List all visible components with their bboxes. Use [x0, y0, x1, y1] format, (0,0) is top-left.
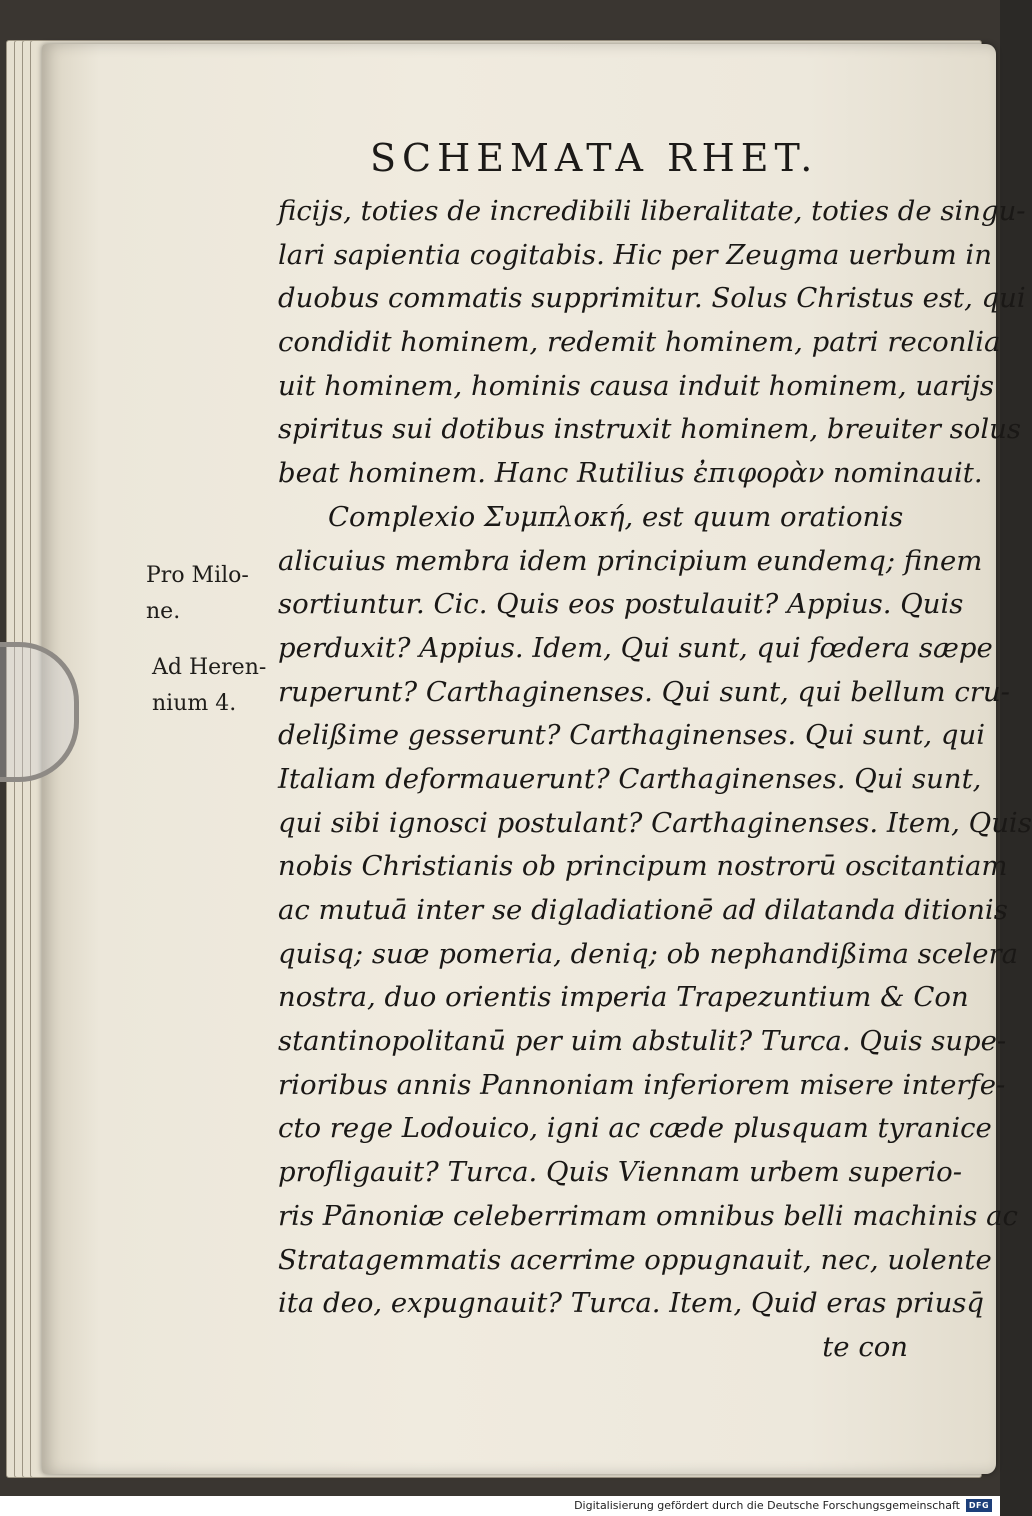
text-line: stantinopolitanū per uim abstulit? Turca. Quis supe- [278, 1025, 1007, 1058]
text-line: Italiam deformauerunt? Carthaginenses. Qui sunt, [278, 762, 982, 795]
text-line: Complexio Συμπλοκή, est quum orationis [328, 500, 904, 533]
catchword: te con [822, 1330, 908, 1363]
text-line: perduxit? Appius. Idem, Qui sunt, qui fœdera sæpe [278, 631, 993, 664]
text-line: ruperunt? Carthaginenses. Qui sunt, qui bellum cru- [278, 675, 1010, 708]
text-line: ac mutuā inter se digladiationē ad dilatanda ditionis [278, 894, 1008, 926]
text-line: profligauit? Turca. Quis Viennam urbem superio- [278, 1156, 962, 1189]
text-line: alicuius membra idem principium eundemq; finem [278, 544, 983, 577]
running-head: SCHEMATA RHET. [370, 136, 819, 180]
margin-note-line: ne. [146, 599, 181, 624]
footer-bar [0, 1496, 1000, 1516]
text-line: ita deo, expugnauit? Turca. Item, Quid eras priusq̄ [278, 1287, 985, 1320]
text-line: sortiuntur. Cic. Quis eos postulauit? Appius. Quis [278, 588, 964, 621]
text-line: beat hominem. Hanc Rutilius ἐπιφορὰν nominauit. [278, 457, 983, 490]
text-line: qui sibi ignosci postulant? Carthaginenses. Item, Quis [278, 806, 1032, 839]
text-line: rioribus annis Pannoniam inferiorem misere interfe- [278, 1068, 1006, 1101]
footer-credit: Digitalisierung gefördert durch die Deutsche Forschungsgemeinschaft [574, 1499, 960, 1512]
text-line: cto rege Lodouico, igni ac cæde plusquam tyranice [278, 1112, 992, 1145]
text-line: ris Pānoniæ celeberrimam omnibus belli machinis ac [278, 1199, 1018, 1232]
margin-note-line: nium 4. [152, 691, 237, 716]
text-line: ficijs, toties de incredibili liberalitate, toties de singu- [278, 195, 1026, 227]
text-line: Stratagemmatis acerrime oppugnauit, nec, uolente [278, 1243, 992, 1276]
text-line: quisq; suæ pomeria, deniq; ob nephandißima scelera [278, 937, 1019, 970]
text-line: delißime gesserunt? Carthaginenses. Qui sunt, qui [278, 719, 985, 752]
text-line: uit hominem, hominis causa induit hominem, uarijs [278, 369, 995, 402]
margin-note [152, 650, 282, 722]
text-line: nobis Christianis ob principum nostrorū oscitantiam [278, 850, 1008, 883]
margin-note [146, 558, 276, 630]
body-text [278, 190, 1032, 1370]
dfg-logo-icon: DFG [966, 1499, 992, 1512]
text-line: condidit hominem, redemit hominem, patri reconlia [278, 326, 1001, 359]
text-line: lari sapientia cogitabis. Hic per Zeugma uerbum in [278, 238, 992, 271]
text-line: duobus commatis supprimitur. Solus Christus est, qui [278, 282, 1026, 315]
text-line: spiritus sui dotibus instruxit hominem, breuiter solus [278, 413, 1021, 446]
margin-note-line: Ad Heren- [152, 655, 267, 680]
text-line: nostra, duo orientis imperia Trapezuntium & Con [278, 981, 969, 1014]
margin-note-line: Pro Milo- [146, 563, 249, 588]
